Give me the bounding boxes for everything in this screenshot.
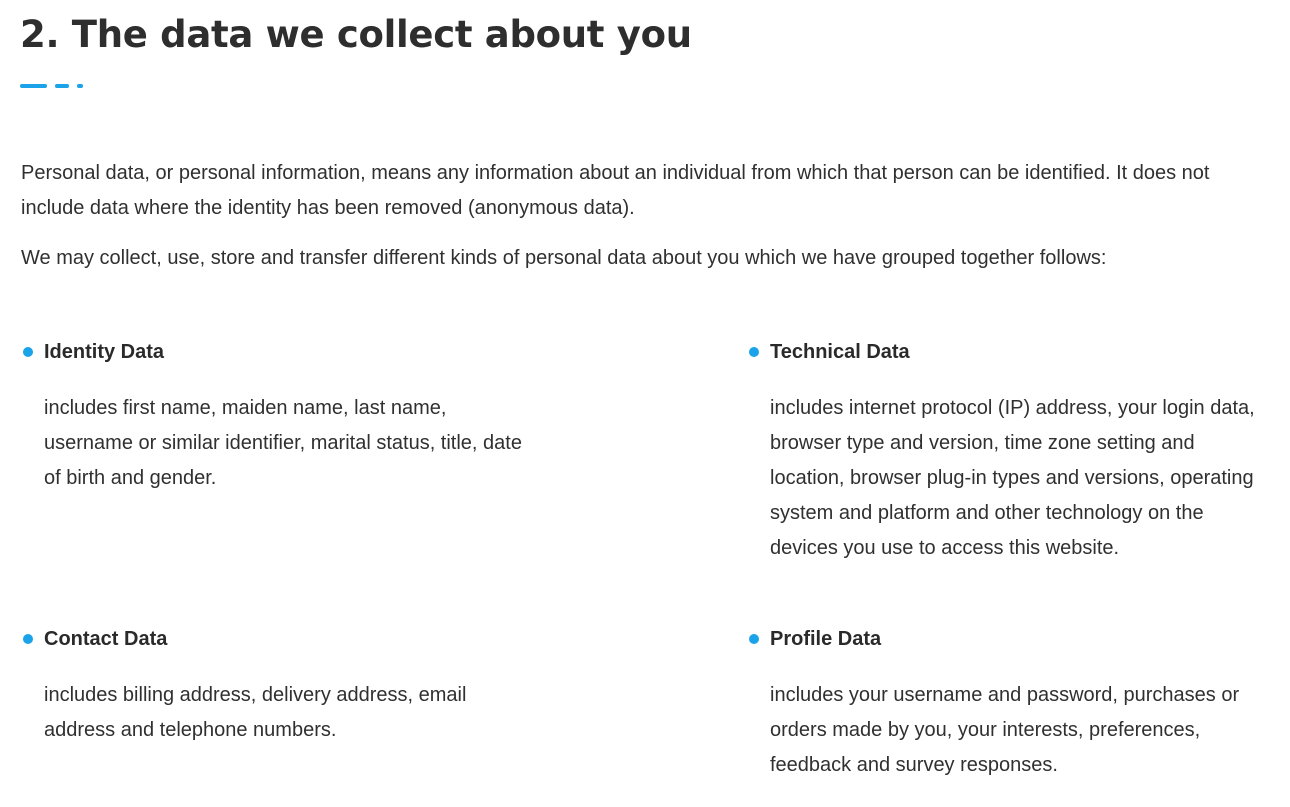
data-type-description: includes your username and password, purchases or orders made by you, your interests, preferences, feedback and survey responses. — [770, 684, 1240, 776]
data-type-title: Contact Data — [44, 628, 168, 650]
bullet-icon — [23, 634, 33, 644]
data-type-title: Profile Data — [770, 628, 882, 650]
underline-dash-long — [20, 84, 47, 88]
data-type-description: includes billing address, delivery address, email address and telephone numbers. — [44, 684, 467, 741]
data-type-title: Identity Data — [44, 341, 165, 363]
underline-dash-short — [77, 84, 83, 88]
data-type-description: includes first name, maiden name, last name, username or similar identifier, marital status, title, date of birth and gender. — [44, 397, 522, 489]
bullet-icon — [23, 347, 33, 357]
bullet-icon — [749, 347, 759, 357]
section-title: 2. The data we collect about you — [20, 13, 692, 56]
intro-paragraph-definition: Personal data, or personal information, means any information about an individual from which that person can be identified. It does not include data where the identity has been removed (anonymous data). — [21, 162, 1210, 219]
intro-paragraph-groups: We may collect, use, store and transfer different kinds of personal data about you which we have grouped together follows: — [21, 247, 1107, 269]
data-type-title: Technical Data — [770, 341, 910, 363]
bullet-icon — [749, 634, 759, 644]
title-underline-decoration — [20, 84, 90, 88]
data-type-description: includes internet protocol (IP) address, your login data, browser type and version, time zone setting and location, browser plug-in types and versions, operating system and platform and other technology on the devices you use to access this website. — [770, 397, 1255, 559]
underline-dash-medium — [55, 84, 69, 88]
